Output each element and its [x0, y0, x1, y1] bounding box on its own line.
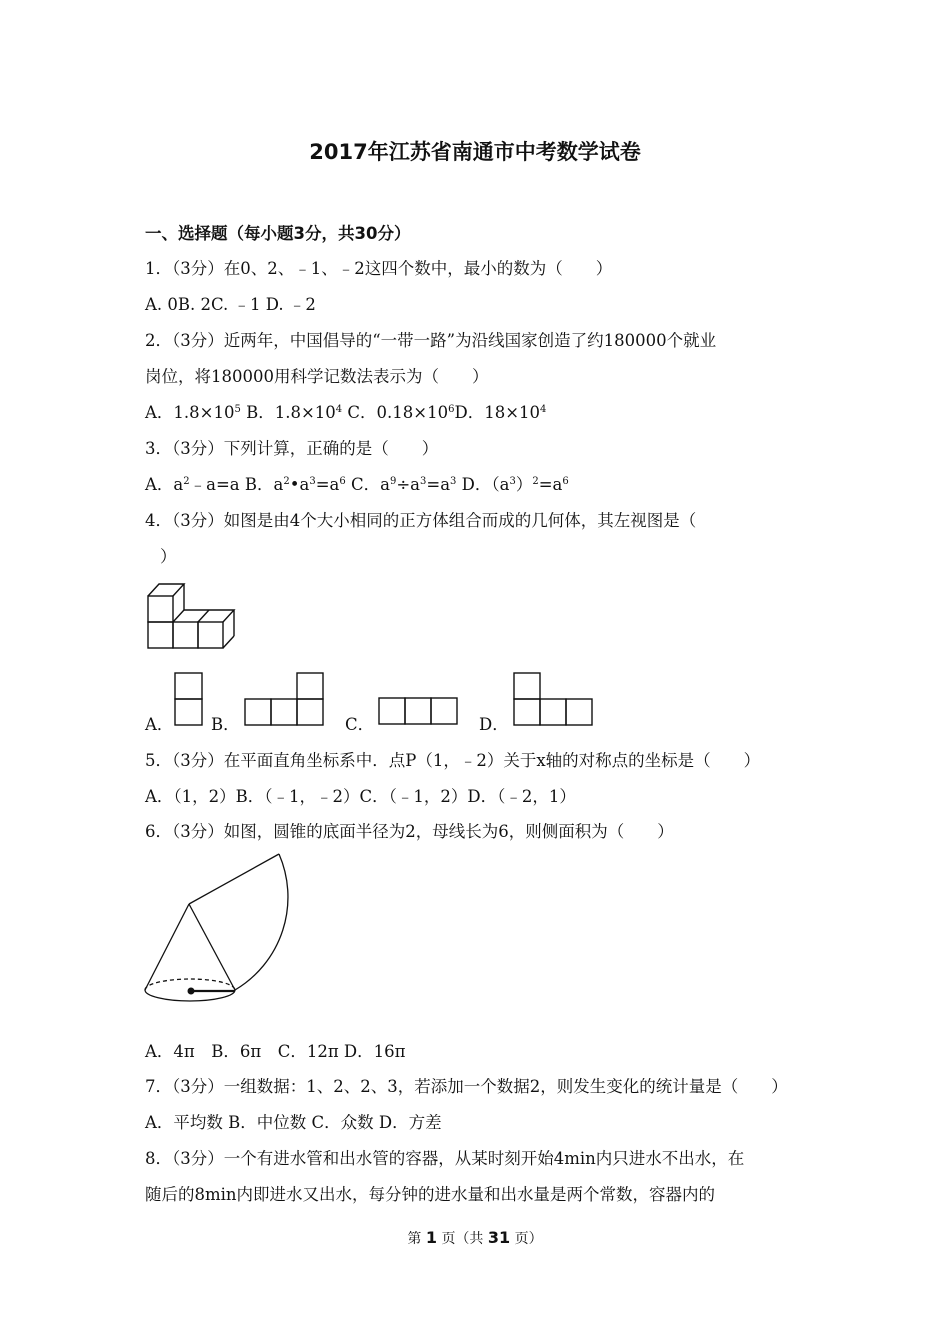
- question-7-stem: 7．（3分）一组数据：1、2、2、3，若添加一个数据2，则发生变化的统计量是（ ）: [145, 1077, 788, 1096]
- option-b-figure: [244, 672, 328, 728]
- option-b-label: B．: [211, 715, 240, 734]
- question-4-stem: 4．（3分）如图是由4个大小相同的正方体组合而成的几何体，其左视图是（: [145, 511, 697, 530]
- question-2-stem-cont: 岗位，将180000用科学记数法表示为（ ）: [145, 367, 489, 386]
- solid-figure: [147, 582, 239, 650]
- question-3-stem: 3．（3分）下列计算，正确的是（ ）: [145, 439, 439, 458]
- question-6-stem: 6．（3分）如图，圆锥的底面半径为2，母线长为6，则侧面积为（ ）: [145, 822, 674, 841]
- section-heading: 一、选择题（每小题3分，共30分）: [145, 224, 411, 243]
- option-d-label: D．: [479, 715, 509, 734]
- cone-figure: [140, 852, 300, 1004]
- question-1-stem: 1．（3分）在0、2、﹣1、﹣2这四个数中，最小的数为（ ）: [145, 259, 613, 278]
- question-5-stem: 5．（3分）在平面直角坐标系中．点P（1，﹣2）关于x轴的对称点的坐标是（ ）: [145, 751, 761, 770]
- option-a-figure: [174, 672, 204, 728]
- question-5-options: A．（1，2）B．（﹣1，﹣2）C．（﹣1，2）D．（﹣2，1）: [145, 787, 576, 806]
- option-d-figure: [513, 672, 597, 728]
- question-6-options: A．4π B．6π C．12π D．16π: [145, 1042, 406, 1061]
- page-title: 2017年江苏省南通市中考数学试卷: [309, 140, 641, 164]
- question-4-stem-cont: ）: [160, 547, 177, 566]
- question-1-options: A. 0B. 2C. ﹣1 D. ﹣2: [145, 295, 316, 314]
- question-8-stem-cont: 随后的8min内即进水又出水，每分钟的进水量和出水量是两个常数，容器内的: [145, 1185, 716, 1204]
- question-7-options: A．平均数 B．中位数 C．众数 D．方差: [145, 1113, 442, 1132]
- page-footer: 第 1 页（共 31 页）: [407, 1228, 543, 1247]
- question-3-options: A．$a^2﹣a=a$ B．$a^2•a^3=a^6$ C．$a^9\div a^3=a^3$ D．$(a^3)^2=a^6$: [145, 475, 569, 494]
- option-a-label: A．: [145, 715, 174, 734]
- option-c-label: C．: [345, 715, 375, 734]
- option-c-figure: [378, 697, 462, 727]
- question-2-stem: 2．（3分）近两年，中国倡导的“一带一路”为沿线国家创造了约180000个就业: [145, 331, 717, 350]
- question-2-options: A．$1.8\times 10^5$ B．$1.8\times 10^4$ C．$0.18\times 10^6D$．$18\times 10^4$: [145, 403, 547, 422]
- question-8-stem: 8．（3分）一个有进水管和出水管的容器，从某时刻开始4min内只进水不出水，在: [145, 1149, 745, 1168]
